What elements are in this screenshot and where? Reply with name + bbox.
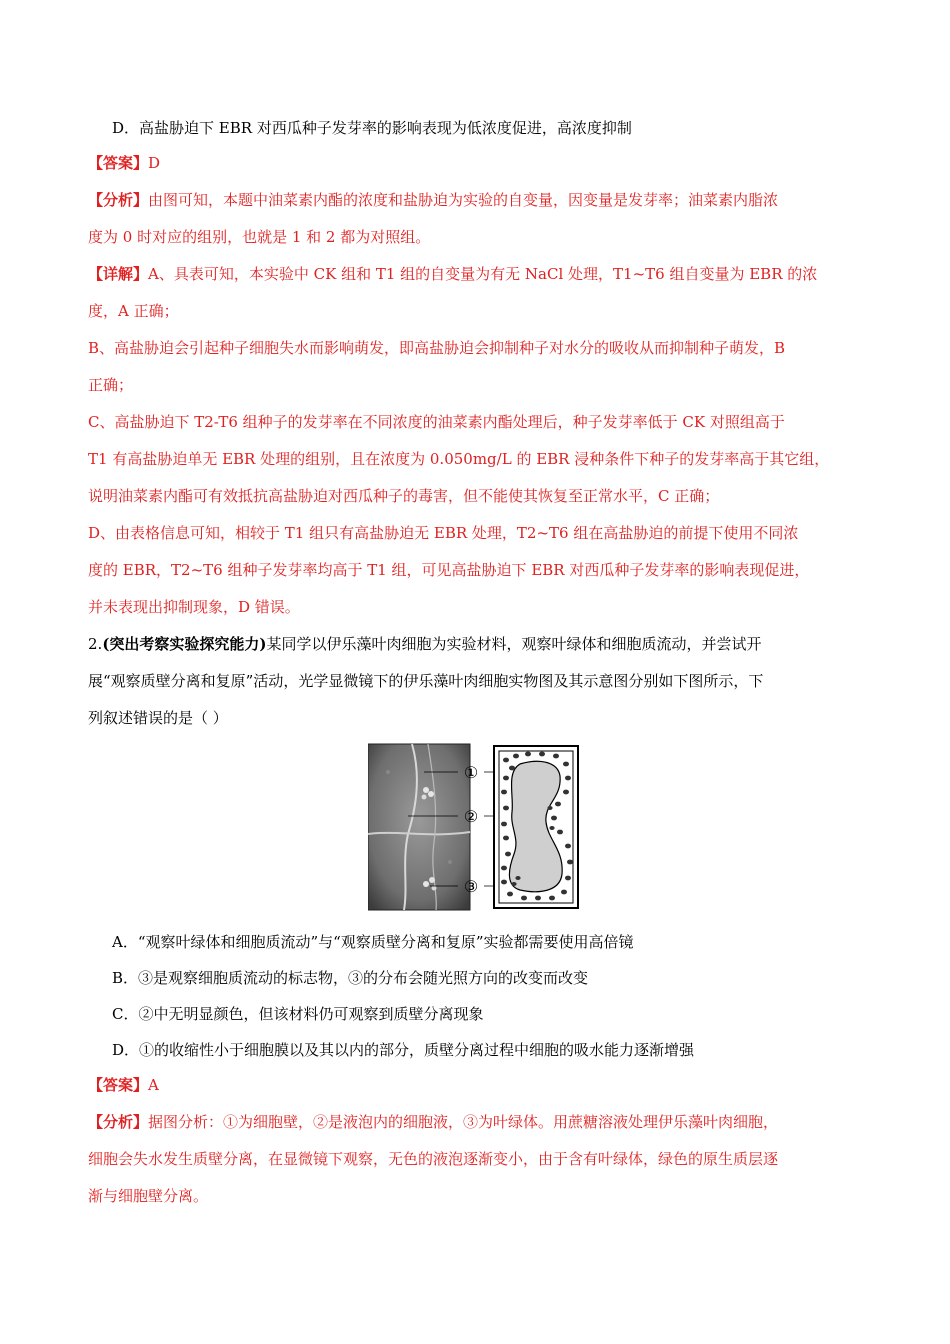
q1-answer (88, 153, 160, 173)
q2-stem-line-2: 展“观察质壁分离和复原”活动，光学显微镜下的伊乐藻叶肉细胞实物图及其示意图分别如下图所示，下 (88, 672, 764, 690)
q1-option-d: D．高盐胁迫下 EBR 对西瓜种子发芽率的影响表现为低浓度促进，高浓度抑制 (112, 119, 632, 137)
answer-value: A (148, 1076, 159, 1094)
micrograph-photo (368, 744, 470, 910)
analysis-tag: 【分析】 (88, 191, 149, 209)
analysis-tag: 【分析】 (88, 1113, 149, 1131)
label-1: ① (463, 763, 479, 782)
label-2: ② (463, 807, 479, 826)
q1-detail-c-line-1: C、高盐胁迫下 T2-T6 组种子的发芽率在不同浓度的油菜素内酯处理后，种子发芽率低于 CK 对照组高于 (88, 413, 785, 431)
cell-figure-svg (368, 742, 580, 912)
answer-tag: 【答案】 (88, 1076, 149, 1094)
q1-analysis-line-2: 度为 0 时对应的组别，也就是 1 和 2 都为对照组。 (88, 228, 431, 246)
q2-analysis-line-3: 渐与细胞壁分离。 (88, 1187, 209, 1205)
q1-detail-c-line-3: 说明油菜素内酯可有效抵抗高盐胁迫对西瓜种子的毒害，但不能使其恢复至正常水平，C 正确； (88, 487, 720, 505)
cell-schematic (494, 746, 578, 908)
analysis-text: 由图可知，本题中油菜素内酯的浓度和盐胁迫为实验的自变量，因变量是发芽率；油菜素内脂浓 (148, 191, 779, 209)
question-focus: (突出考察实验探究能力) (102, 635, 267, 653)
q1-analysis-line-1 (88, 190, 778, 210)
q2-option-c: C．②中无明显颜色，但该材料仍可观察到质壁分离现象 (112, 1005, 484, 1023)
q1-detail-b-line-1: B、高盐胁迫会引起种子细胞失水而影响萌发，即高盐胁迫会抑制种子对水分的吸收从而抑制种子萌发，B (88, 339, 786, 357)
q1-detail-b-line-2: 正确； (88, 376, 134, 394)
stem-text: 某同学以伊乐藻叶肉细胞为实验材料，观察叶绿体和细胞质流动，并尝试开 (266, 635, 762, 653)
detail-text: A、具表可知，本实验中 CK 组和 T1 组的自变量为有无 NaCl 处理，T1~T6 组自变量为 EBR 的浓 (148, 265, 818, 283)
q2-stem-line-1 (88, 634, 762, 654)
answer-value: D (148, 154, 161, 172)
q2-analysis-line-2: 细胞会失水发生质壁分离，在显微镜下观察，无色的液泡逐渐变小，由于含有叶绿体，绿色的原生质层逐 (88, 1150, 779, 1168)
q1-detail-d-line-2: 度的 EBR，T2~T6 组种子发芽率均高于 T1 组，可见高盐胁迫下 EBR 对西瓜种子发芽率的影响表现促进， (88, 561, 810, 579)
detail-tag: 【详解】 (88, 265, 149, 283)
q2-option-b: B．③是观察细胞质流动的标志物，③的分布会随光照方向的改变而改变 (112, 969, 589, 987)
q1-detail-d-line-3: 并未表现出抑制现象，D 错误。 (88, 598, 300, 616)
q2-analysis-line-1 (88, 1112, 778, 1132)
q2-answer (88, 1075, 159, 1095)
q2-stem-line-3: 列叙述错误的是（ ） (88, 709, 228, 727)
cell-figure (368, 742, 580, 912)
q2-option-a: A．“观察叶绿体和细胞质流动”与“观察质壁分离和复原”实验都需要使用高倍镜 (112, 933, 634, 951)
q1-detail-a-line-2: 度，A 正确； (88, 302, 179, 320)
answer-tag: 【答案】 (88, 154, 149, 172)
q1-detail-a-line-1 (88, 264, 817, 284)
q1-detail-d-line-1: D、由表格信息可知，相较于 T1 组只有高盐胁迫无 EBR 处理，T2~T6 组在高盐胁迫的前提下使用不同浓 (88, 524, 799, 542)
question-number: 2. (88, 635, 103, 653)
q2-option-d: D．①的收缩性小于细胞膜以及其以内的部分，质壁分离过程中细胞的吸水能力逐渐增强 (112, 1041, 695, 1059)
label-3: ③ (463, 877, 479, 896)
q1-detail-c-line-2: T1 有高盐胁迫单无 EBR 处理的组别，且在浓度为 0.050mg/L 的 EBR 浸种条件下种子的发芽率高于其它组， (88, 450, 830, 468)
analysis-text: 据图分析：①为细胞壁，②是液泡内的细胞液，③为叶绿体。用蔗糖溶液处理伊乐藻叶肉细胞， (148, 1113, 779, 1131)
